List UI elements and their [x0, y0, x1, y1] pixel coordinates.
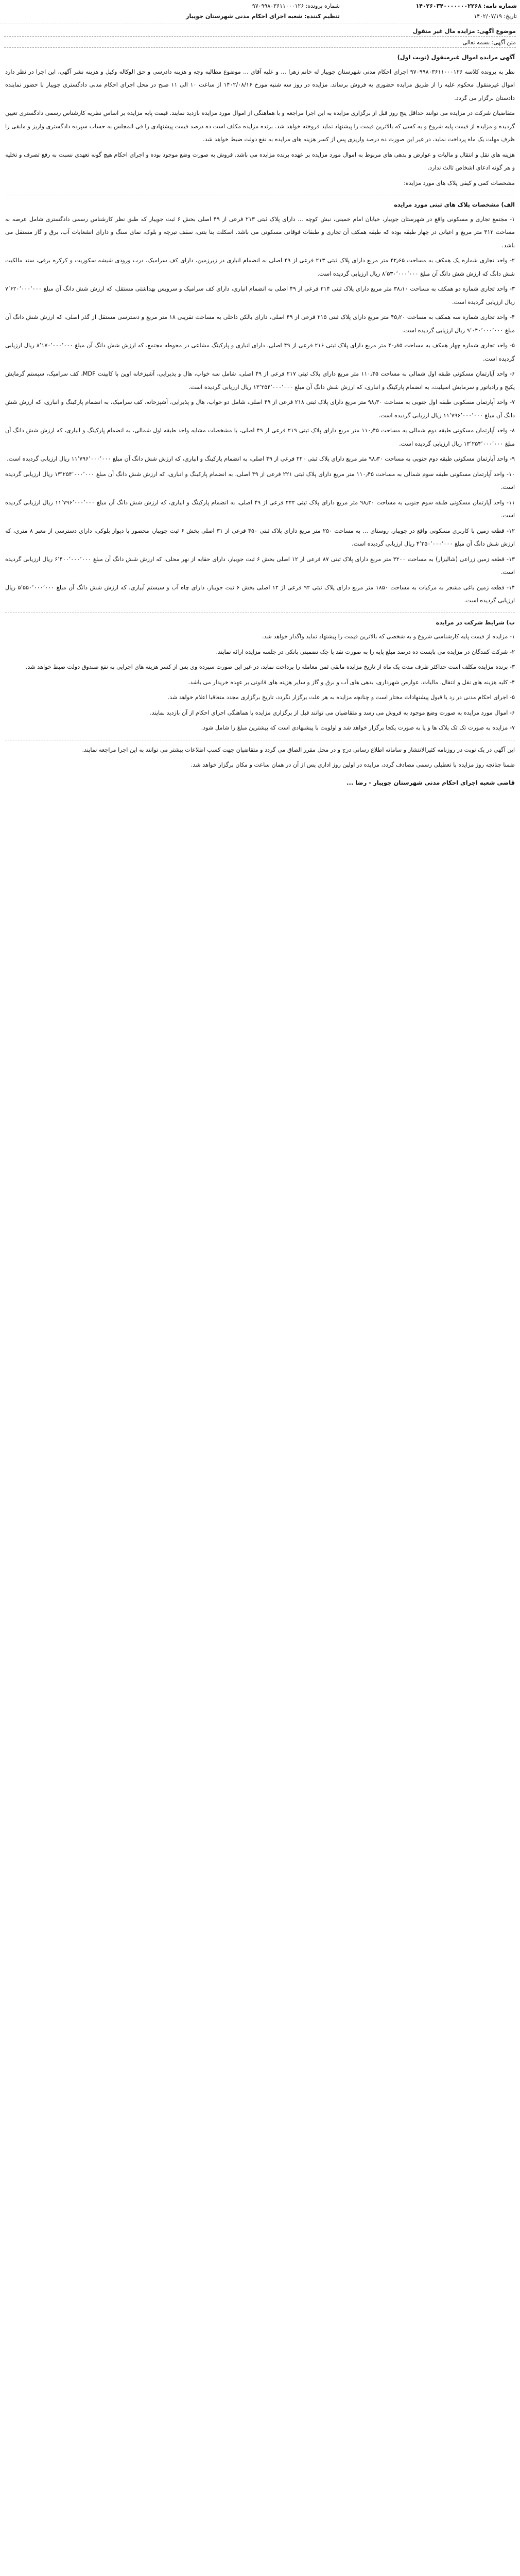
property-item: ۱۴- قطعه زمین باغی مشجر به مرکبات به مساحت ۱۸۵۰ متر مربع دارای پلاک ثبتی ۹۲ فرعی از ۱۲ اصلی بخش ۶ ثبت جویبار، دارای چاه آب و سیستم آبیاری، که ارزش شش دانگ آن مبلغ ۵٬۵۵۰٬۰۰۰٬۰۰۰ ریال ارزیابی گردیده است. — [5, 584, 515, 604]
intro-paragraph: نظر به پرونده کلاسه ۹۷۰۹۹۸۰۳۶۱۱۰۰۰۱۲۶ اجرای احکام مدنی شهرستان جویبار له خانم زهرا ... و علیه آقای ... موضوع مطالبه وجه و هزینه دادرسی و حق الوکاله وکیل و هزینه نشر آگهی، این اجرا در نظر دارد اموال غیرمنقول محکوم علیه را از طریق مزایده حضوری به فروش برساند. مزایده در روز سه شنبه مورخ ۱۴۰۲/۰۸/۱۶ از ساعت ۱۰ الی ۱۱ صبح در محل اجرای احکام مدنی دادگستری جویبار با حضور نماینده دادستان برگزار می گردد. — [5, 68, 515, 101]
property-item: ۵- واحد تجاری شماره چهار همکف به مساحت ۴۰٫۸۵ متر مربع دارای پلاک ثبتی ۲۱۶ فرعی از ۴۹ اصلی، دارای انباری و پارکینگ مشاعی در محوطه مجتمع، که ارزش شش دانگ آن مبلغ ۸٬۱۷۰٬۰۰۰٬۰۰۰ ریال ارزیابی گردیده است. — [5, 342, 515, 362]
property-item: ۹- واحد آپارتمان مسکونی طبقه دوم جنوبی به مساحت ۹۸٫۳۰ متر مربع دارای پلاک ثبتی ۲۲۰ فرعی از ۴۹ اصلی، به انضمام پارکینگ و انباری، که ارزش شش دانگ آن مبلغ ۱۱٬۷۹۶٬۰۰۰٬۰۰۰ ریال ارزیابی گردیده است. — [7, 455, 515, 462]
closing-paragraph: این آگهی در یک نوبت در روزنامه کثیرالانتشار و سامانه اطلاع رسانی درج و در محل مقرر الصاق می گردد و متقاضیان جهت کسب اطلاعات بیشتر می توانند به این اجرا مراجعه نمایند. — [82, 746, 515, 753]
properties-title: الف) مشخصات پلاک های ثبتی مورد مزایده — [394, 201, 515, 208]
property-item: ۱۳- قطعه زمین زراعی (شالیزار) به مساحت ۳۲۰۰ متر مربع دارای پلاک ثبتی ۸۷ فرعی از ۱۲ اصلی بخش ۶ ثبت جویبار، دارای حقابه از نهر محلی، که ارزش شش دانگ آن مبلغ ۶٬۴۰۰٬۰۰۰٬۰۰۰ ریال ارزیابی گردیده است. — [5, 555, 515, 575]
condition-item: ۷- مزایده به صورت تک تک پلاک ها و یا به صورت یکجا برگزار خواهد شد و اولویت با پیشنهادی است که بیشترین مبلغ را شامل شود. — [201, 724, 515, 731]
closing-paragraph: ضمنا چنانچه روز مزایده با تعطیلی رسمی مصادف گردد، مزایده در اولین روز اداری پس از آن در همان ساعت و مکان برگزار خواهد شد. — [190, 761, 515, 768]
conditions-title: ب) شرایط شرکت در مزایده — [436, 619, 515, 626]
property-item: ۳- واحد تجاری شماره دو همکف به مساحت ۳۸٫۱۰ متر مربع دارای پلاک ثبتی ۲۱۴ فرعی از ۴۹ اصلی به انضمام انباری، دارای کف سرامیک و سرویس بهداشتی مستقل، که ارزش شش دانگ آن مبلغ ۷٬۶۲۰٬۰۰۰٬۰۰۰ ریال ارزیابی گردیده است. — [5, 285, 515, 306]
property-item: ۱۲- قطعه زمین با کاربری مسکونی واقع در جویبار، روستای ... به مساحت ۲۵۰ متر مربع دارای پلاک ثبتی ۴۵۰ فرعی از ۳۱ اصلی بخش ۶ ثبت جویبار، محصور با دیوار بلوکی، دارای دسترسی از معبر ۸ متری، که ارزش شش دانگ آن مبلغ ۴٬۲۵۰٬۰۰۰٬۰۰۰ ریال ارزیابی گردیده است. — [5, 527, 515, 547]
condition-item: ۲- شرکت کنندگان در مزایده می بایست ده درصد مبلغ پایه را به صورت نقد یا چک تضمینی بانکی در جلسه مزایده ارائه نمایند. — [216, 648, 515, 655]
condition-item: ۶- اموال مورد مزایده به صورت وضع موجود به فروش می رسد و متقاضیان می توانند قبل از برگزاری مزایده با هماهنگی اجرای احکام از آن بازدید نمایند. — [150, 709, 515, 716]
property-item: ۶- واحد آپارتمان مسکونی طبقه اول شمالی به مساحت ۱۱۰٫۴۵ متر مربع دارای پلاک ثبتی ۲۱۷ فرعی از ۴۹ اصلی، شامل سه خواب، هال و پذیرایی، آشپزخانه اوپن با کابینت MDF، کف سرامیک، سیستم گرمایش پکیج و رادیاتور و سرمایش اسپلیت، به انضمام پارکینگ و انباری، که ارزش شش دانگ آن مبلغ ۱۳٬۲۵۴٬۰۰۰٬۰۰۰ ریال ارزیابی گردیده است. — [5, 370, 515, 391]
letter-meta — [0, 24, 520, 48]
property-item: ۲- واحد تجاری شماره یک همکف به مساحت ۴۲٫۶۵ متر مربع دارای پلاک ثبتی ۲۱۳ فرعی از ۴۹ اصلی به انضمام انباری در زیرزمین، دارای کف سرامیک، درب ورودی شیشه سکوریت و کرکره برقی، سند مالکیت شش دانگ که ارزش شش دانگ آن مبلغ ۸٬۵۳۰٬۰۰۰٬۰۰۰ ریال ارزیابی گردیده است. — [5, 257, 515, 277]
intro-paragraph: هزینه های نقل و انتقال و مالیات و عوارض و بدهی های مربوط به اموال مورد مزایده بر عهده برنده مزایده می باشد. فروش به صورت وضع موجود بوده و اجرای احکام هیچ گونه تعهدی نسبت به رفع تصرف و تخلیه و هر گونه ادعای اشخاص ثالث ندارد. — [5, 151, 515, 171]
property-item: ۸- واحد آپارتمان مسکونی طبقه دوم شمالی به مساحت ۱۱۰٫۴۵ متر مربع دارای پلاک ثبتی ۲۱۹ فرعی از ۴۹ اصلی، با مشخصات مشابه واحد طبقه اول شمالی، به انضمام پارکینگ و انباری، که ارزش شش دانگ آن مبلغ ۱۳٬۲۵۴٬۰۰۰٬۰۰۰ ریال ارزیابی گردیده است. — [5, 427, 515, 447]
property-item: ۱۱- واحد آپارتمان مسکونی طبقه سوم جنوبی به مساحت ۹۸٫۳۰ متر مربع دارای پلاک ثبتی ۲۲۲ فرعی از ۴۹ اصلی، به انضمام پارکینگ و انباری، که ارزش شش دانگ آن مبلغ ۱۱٬۷۹۶٬۰۰۰٬۰۰۰ ریال ارزیابی گردیده است. — [5, 499, 515, 519]
letter-date: تاریخ: ۱۴۰۲/۰۷/۱۹ — [474, 13, 517, 20]
notice-body — [0, 51, 520, 772]
letter-header — [0, 0, 520, 24]
letter-number: شماره نامه: ۱۴۰۲۶۰۳۴۰۰۰۰۰۰۰۲۲۶۸ — [415, 3, 517, 9]
property-item: ۷- واحد آپارتمان مسکونی طبقه اول جنوبی به مساحت ۹۸٫۳۰ متر مربع دارای پلاک ثبتی ۲۱۸ فرعی از ۴۹ اصلی، شامل دو خواب، هال و پذیرایی، آشپزخانه، کف سرامیک، به انضمام پارکینگ و انباری، که ارزش شش دانگ آن مبلغ ۱۱٬۷۹۶٬۰۰۰٬۰۰۰ ریال ارزیابی گردیده است. — [5, 399, 515, 419]
subject: موضوع آگهی: مزایده مال غیر منقول — [4, 26, 516, 37]
condition-item: ۴- کلیه هزینه های نقل و انتقال، مالیات، عوارض شهرداری، بدهی های آب و برق و گاز و سایر هزینه های قانونی بر عهده خریدار می باشد. — [188, 679, 515, 686]
notice-heading: آگهی مزایده اموال غیرمنقول (نوبت اول) — [397, 54, 515, 61]
condition-item: ۵- اجرای احکام مدنی در رد یا قبول پیشنهادات مختار است و چنانچه مزایده به هر علت برگزار نگردد، تاریخ برگزاری مجدد متعاقبا اعلام خواهد شد. — [167, 694, 515, 701]
recipient: متن آگهی: بسمه تعالی — [4, 38, 516, 48]
issuer: تنظیم کننده: شعبه اجرای احکام مدنی شهرستان جویبار — [186, 13, 340, 20]
property-item: ۴- واحد تجاری شماره سه همکف به مساحت ۴۵٫۲۰ متر مربع دارای پلاک ثبتی ۲۱۵ فرعی از ۴۹ اصلی، دارای بالکن داخلی به مساحت تقریبی ۱۸ متر مربع و دسترسی مستقل از گذر اصلی، که ارزش شش دانگ آن مبلغ ۹٬۰۴۰٬۰۰۰٬۰۰۰ ریال ارزیابی گردیده است. — [5, 314, 515, 334]
condition-item: ۳- برنده مزایده مکلف است حداکثر ظرف مدت یک ماه از تاریخ مزایده مابقی ثمن معامله را پرداخت نماید، در غیر این صورت سپرده وی پس از کسر هزینه های اجرایی به نفع صندوق دولت ضبط خواهد شد. — [25, 664, 515, 670]
condition-item: ۱- مزایده از قیمت پایه کارشناسی شروع و به شخصی که بالاترین قیمت را پیشنهاد نماید واگذار خواهد شد. — [262, 633, 515, 640]
case-number: شماره پرونده: ۹۷۰۹۹۸۰۳۶۱۱۰۰۰۱۲۶ — [252, 3, 340, 9]
property-item: ۱۰- واحد آپارتمان مسکونی طبقه سوم شمالی به مساحت ۱۱۰٫۴۵ متر مربع دارای پلاک ثبتی ۲۲۱ فرعی از ۴۹ اصلی، به انضمام پارکینگ و انباری، که ارزش شش دانگ آن مبلغ ۱۳٬۲۵۴٬۰۰۰٬۰۰۰ ریال ارزیابی گردیده است. — [5, 470, 515, 490]
signature: قاضی شعبه اجرای احکام مدنی شهرستان جویبار - رضا ... — [346, 778, 515, 786]
intro-paragraph: مشخصات کمی و کیفی پلاک های مورد مزایده: — [404, 179, 515, 187]
property-item: ۱- مجتمع تجاری و مسکونی واقع در شهرستان جویبار، خیابان امام خمینی، نبش کوچه ... دارای پلاک ثبتی ۲۱۳ فرعی از ۴۹ اصلی بخش ۶ ثبت جویبار که طبق نظر کارشناس رسمی دادگستری شامل عرصه به مساحت ۳۱۲ متر مربع و اعیانی در چهار طبقه بوده که طبقه همکف آن تجاری و طبقات فوقانی مسکونی می باشد. اسکلت بنا بتنی، سقف تیرچه و بلوک، نمای سنگ و دارای انشعابات آب، برق و گاز مستقل می باشد. — [5, 215, 515, 249]
intro-paragraph: متقاضیان شرکت در مزایده می توانند حداقل پنج روز قبل از برگزاری مزایده به این اجرا مراجعه و با هماهنگی از اموال مورد مزایده بازدید نمایند. قیمت پایه مزایده بر اساس نظریه کارشناس رسمی دادگستری تعیین گردیده و مزایده از قیمت پایه شروع و به کسی که بالاترین قیمت را پیشنهاد نماید فروخته خواهد شد. برنده مزایده مکلف است ده درصد قیمت پیشنهادی را فی المجلس به حساب سپرده دادگستری واریز و مابقی را ظرف مهلت یک ماه پرداخت نماید، در غیر این صورت ده درصد واریزی پس از کسر هزینه های مزایده به نفع دولت ضبط خواهد شد. — [5, 110, 515, 143]
